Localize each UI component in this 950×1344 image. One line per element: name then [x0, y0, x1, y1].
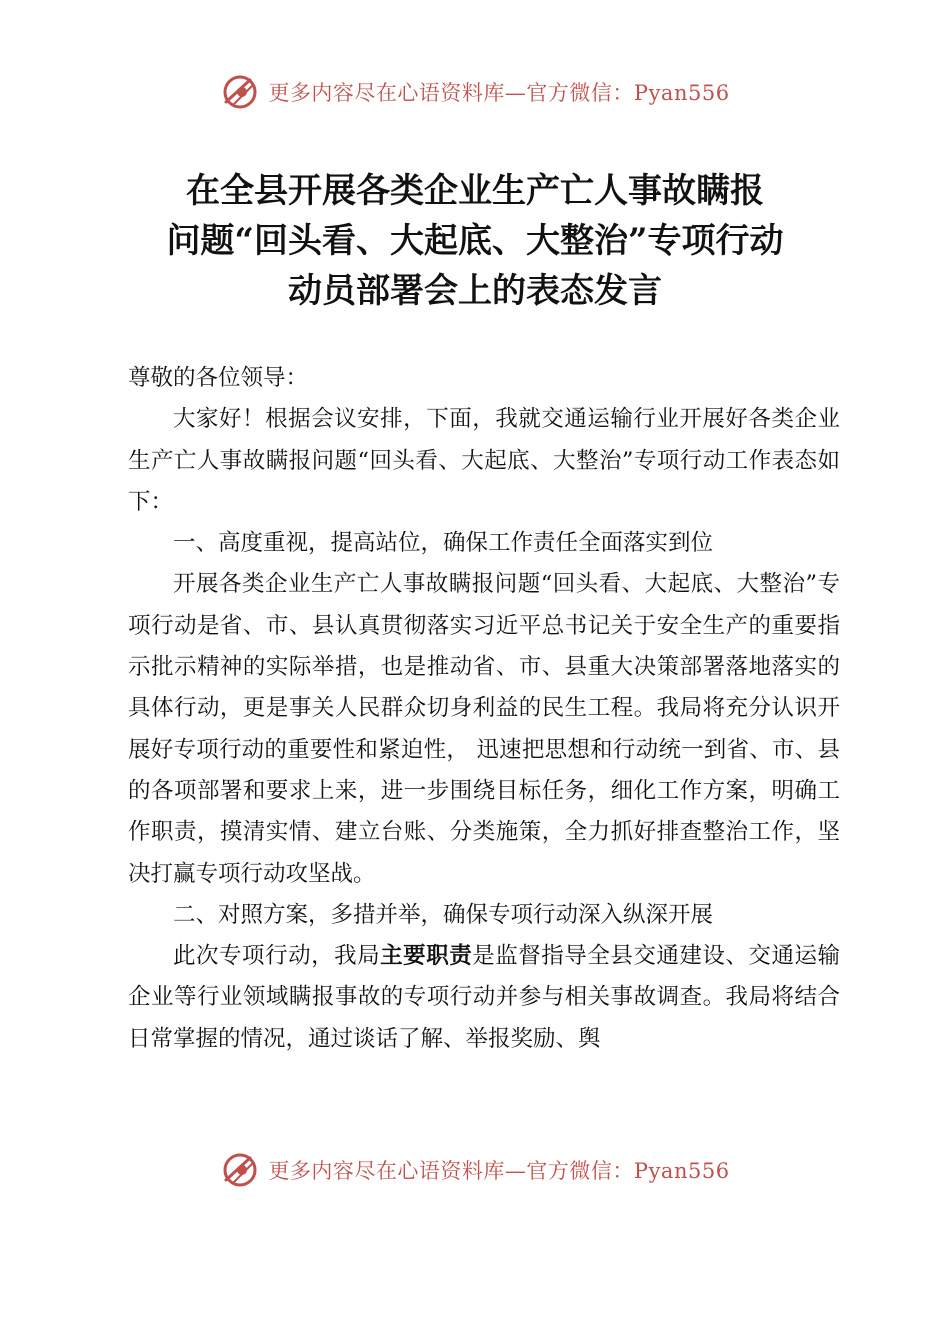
title-line-2: 问题“回头看、大起底、大整治”专项行动 — [166, 221, 784, 261]
header-banner-text: 更多内容尽在心语资料库—官方微信：Pyan556 — [268, 81, 730, 105]
section-2-text-rest: 是监督指导全县交通建设、交通运输企业等行业领域瞒报事故的专项行动并参与相关事故调查。我局将结合日常掌握的情况，通过谈话了解、举报奖励、舆 — [128, 943, 840, 1052]
title-line-1: 在全县开展各类企业生产亡人事故瞒报 — [186, 171, 764, 211]
title-line-3: 动员部署会上的表态发言 — [288, 271, 662, 311]
section-2-text-start: 此次专项行动，我局 — [173, 943, 381, 970]
footer-banner — [0, 1148, 950, 1192]
document-body — [128, 358, 840, 1060]
section-1-heading: 一、高度重视，提高站位，确保工作责任全面落实到位 — [173, 530, 714, 557]
salutation: 尊敬的各位领导： — [128, 365, 309, 391]
header-banner — [0, 70, 950, 114]
intro-paragraph: 大家好！根据会议安排，下面，我就交通运输行业开展好各类企业生产亡人事故瞒报问题“回头看、大起底、大整治”专项行动工作表态如下： — [128, 406, 840, 515]
section-2-paragraph — [128, 936, 840, 1060]
emphasis-main-duties: 主要职责 — [380, 943, 473, 970]
footer-banner-text: 更多内容尽在心语资料库—官方微信：Pyan556 — [268, 1159, 730, 1183]
pen-circle-logo-icon — [220, 72, 260, 112]
section-2-heading: 二、对照方案，多措并举，确保专项行动深入纵深开展 — [173, 901, 714, 928]
pen-circle-logo-icon — [220, 1150, 260, 1190]
document-title — [100, 166, 850, 316]
section-1-paragraph: 开展各类企业生产亡人事故瞒报问题“回头看、大起底、大整治”专项行动是省、市、县认真贯彻落实习近平总书记关于安全生产的重要指示批示精神的实际举措，也是推动省、市、县重大决策部署落地落实的具体行动，更是事关人民群众切身利益的民生工程。我局将充分认识开展好专项行动的重要性和紧迫性， 迅速把思想和行动统一到省、市、县的各项部署和要求上来，进一步围绕目标任务，细化工作方案，明确工作职责，摸清实情、建立台账、分类施策，全力抓好排查整治工作，坚决打赢专项行动攻坚战。 — [128, 571, 840, 887]
